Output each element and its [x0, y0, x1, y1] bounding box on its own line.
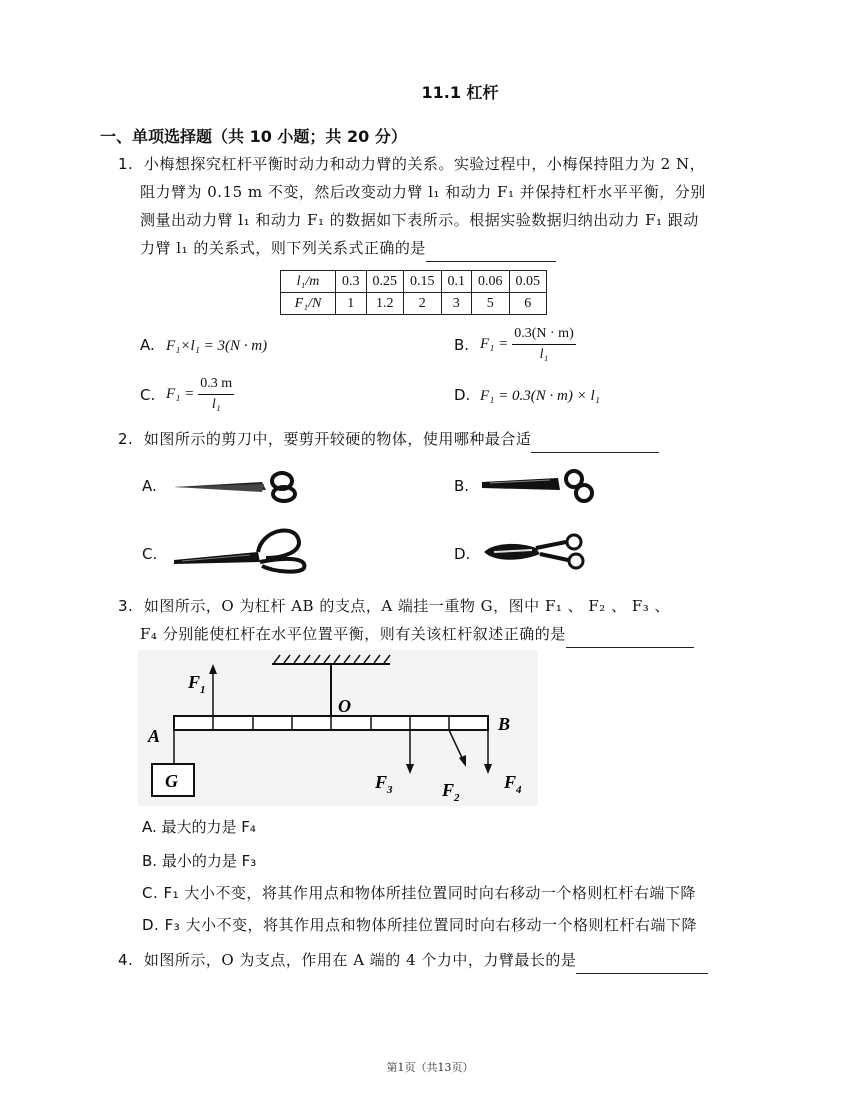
question-text: 如图所示，O 为支点，作用在 A 端的 4 个力中，力臂最长的是: [143, 951, 577, 969]
table-cell: 3: [441, 293, 472, 315]
scissors-large-handle-icon: [170, 522, 315, 574]
option-c[interactable]: C. F₁ 大小不变，将其作用点和物体所挂位置同时向右移动一个格则杠杆右端下降: [142, 884, 696, 902]
answer-blank[interactable]: [426, 243, 556, 262]
answer-blank[interactable]: [576, 955, 708, 974]
question-number: 1.: [118, 155, 134, 173]
question-number: 3.: [118, 597, 134, 615]
question-1: [118, 150, 768, 262]
question-text-line: 阻力臂为 0.15 m 不变，然后改变动力臂 l₁ 和动力 F₁ 并保持杠杆水平平衡，分别: [140, 183, 706, 201]
answer-blank[interactable]: [566, 629, 694, 648]
label-f3: $F_3$: [375, 772, 393, 796]
question-text-line: F₄ 分别能使杠杆在水平位置平衡，则有关该杠杆叙述正确的是: [140, 625, 566, 643]
label-b: B: [498, 714, 511, 734]
table-row: [281, 271, 547, 293]
question-number: 4.: [118, 951, 134, 969]
data-table: [280, 270, 547, 315]
table-cell: 1: [336, 293, 367, 315]
table-cell: 0.1: [441, 271, 472, 293]
option-a[interactable]: A. 最大的力是 F₄: [142, 818, 256, 836]
option-a[interactable]: A.: [142, 477, 157, 495]
option-d[interactable]: D. F₁ = 0.3(N · m) × l₁: [454, 386, 600, 404]
question-text-line: 力臂 l₁ 的关系式，则下列关系式正确的是: [140, 239, 426, 257]
label-f2: $F_2$: [442, 780, 460, 804]
table-cell: 2: [404, 293, 442, 315]
section-heading: 一、单项选择题（共 10 小题；共 20 分）: [100, 127, 407, 146]
scissors-short-blade-icon: [480, 532, 590, 572]
label-o: O: [338, 696, 351, 716]
label-f4: $F_4$: [504, 772, 522, 796]
lever-figure: [138, 650, 538, 806]
question-3: [118, 592, 768, 648]
table-cell: 0.05: [509, 271, 547, 293]
table-header-cell: l₁/m: [281, 271, 336, 293]
label-a: A: [148, 726, 161, 746]
question-2: [118, 425, 768, 453]
table-row: [281, 293, 547, 315]
page-title: 11.1 杠杆: [421, 83, 499, 102]
question-number: 2.: [118, 430, 134, 448]
option-a[interactable]: A. F₁×l₁ = 3(N · m): [140, 336, 268, 354]
answer-blank[interactable]: [531, 434, 659, 453]
table-cell: 6: [509, 293, 547, 315]
table-cell: 5: [472, 293, 510, 315]
table-cell: 0.3: [336, 271, 367, 293]
table-cell: 0.15: [404, 271, 442, 293]
scissors-long-blade-icon: [170, 470, 310, 504]
question-text: 如图所示的剪刀中，要剪开较硬的物体，使用哪种最合适: [143, 430, 532, 448]
option-b[interactable]: B. 最小的力是 F₃: [142, 852, 257, 870]
option-d[interactable]: D. F₃ 大小不变，将其作用点和物体所挂位置同时向右移动一个格则杠杆右端下降: [142, 916, 697, 934]
option-c[interactable]: C. F₁ = $\frac{0.3 m}{\text{l₁}}$: [140, 376, 233, 412]
question-text-line: 测量出动力臂 l₁ 和动力 F₁ 的数据如下表所示。根据实验数据归纳出动力 F₁ 跟动: [140, 211, 699, 229]
table-header-cell: F₁/N: [281, 293, 336, 315]
table-cell: 0.25: [366, 271, 404, 293]
label-g: G: [165, 771, 178, 791]
table-cell: 0.06: [472, 271, 510, 293]
scissors-narrow-icon: [480, 468, 600, 504]
table-cell: 1.2: [366, 293, 404, 315]
question-text-line: 小梅想探究杠杆平衡时动力和动力臂的关系。实验过程中，小梅保持阻力为 2 N，: [143, 155, 706, 173]
option-b[interactable]: B.: [454, 477, 470, 495]
page-footer: 第1页（共13页）: [386, 1061, 474, 1074]
question-text-line: 如图所示，O 为杠杆 AB 的支点，A 端挂一重物 G，图中 F₁ 、 F₂ 、 F₃ 、: [143, 597, 671, 615]
label-f1: $F_1$: [188, 672, 206, 696]
option-d[interactable]: D.: [454, 545, 471, 563]
question-4: [118, 946, 768, 974]
option-c[interactable]: C.: [142, 545, 158, 563]
option-b[interactable]: B. F₁ = $\frac{0.3(N \cdot m)}{\text{l₁}}$: [454, 326, 574, 362]
